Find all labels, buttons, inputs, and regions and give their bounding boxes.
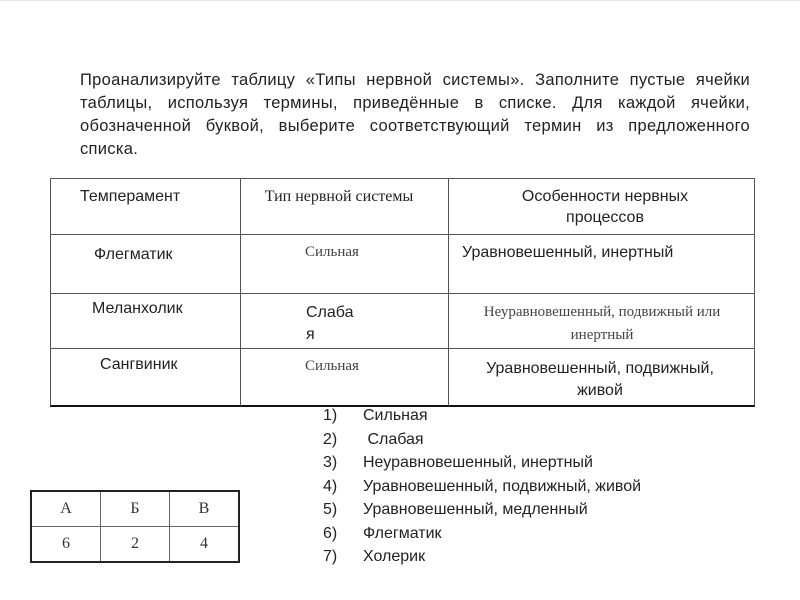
- cell-type-3: Сильная: [305, 358, 359, 374]
- answer-letter: А: [31, 491, 101, 527]
- answer-letters-row: [31, 491, 239, 527]
- cell-type-1: Сильная: [305, 244, 359, 260]
- list-number: 6): [323, 524, 338, 542]
- header-temperament: Темперамент: [80, 188, 181, 205]
- table-divider: [50, 348, 755, 349]
- cell-type-2: Слабая: [306, 304, 354, 343]
- list-item-text: Уравновешенный, подвижный, живой: [363, 477, 642, 495]
- list-item: [323, 545, 641, 569]
- list-number: 2): [323, 430, 338, 448]
- answer-value: 6: [31, 527, 101, 563]
- table-divider: [50, 234, 755, 235]
- nervous-system-table: [50, 178, 755, 406]
- list-item-text: Сильная: [363, 407, 428, 424]
- table-border-right: [754, 178, 755, 406]
- list-item-text: Уравновешенный, медленный: [363, 501, 588, 518]
- answer-values-row: [31, 527, 239, 563]
- answer-value: 2: [101, 527, 170, 563]
- task-instruction: Проанализируйте таблицу «Типы нервной системы». Заполните пустые ячейки таблицы, используя термины, приведённые в списке. Для каждой ячейки, обозначенной буквой, выберите соответствующий термин из предложенного списка.: [80, 70, 750, 158]
- list-item-text: Неуравновешенный, инертный: [363, 454, 593, 471]
- cell-temperament-1: Флегматик: [94, 246, 173, 263]
- header-nervous-process-features: Особенности нервных процессов: [521, 188, 689, 226]
- list-item-text: Холерик: [363, 548, 426, 565]
- cell-features-3: Уравновешенный, подвижный, живой: [486, 360, 714, 399]
- table-divider: [50, 293, 755, 294]
- list-item: [323, 451, 641, 475]
- list-number: 4): [323, 477, 338, 495]
- table-column-divider: [240, 178, 241, 406]
- list-item: [323, 428, 641, 452]
- terms-list: [323, 404, 641, 569]
- list-number: 7): [323, 548, 338, 565]
- answer-letter: В: [170, 491, 240, 527]
- list-item-text: Слабая: [363, 430, 424, 448]
- list-number: 3): [323, 454, 338, 471]
- cell-temperament-3: Сангвиник: [100, 356, 178, 373]
- answer-value: 4: [170, 527, 240, 563]
- answer-letter: Б: [101, 491, 170, 527]
- list-item: [323, 522, 641, 546]
- list-item-text: Флегматик: [363, 524, 442, 542]
- header-nervous-system-type: Тип нервной системы: [264, 188, 414, 205]
- cell-temperament-2: Меланхолик: [92, 300, 183, 317]
- table-border-top: [50, 178, 755, 179]
- answer-table: [30, 490, 240, 563]
- list-item: [323, 404, 641, 428]
- list-number: 5): [323, 501, 338, 518]
- list-number: 1): [323, 407, 338, 424]
- cell-features-1: Уравновешенный, инертный: [462, 244, 674, 261]
- table-column-divider: [448, 178, 449, 406]
- cell-features-2: Неуравновешенный, подвижный или инертный: [483, 304, 721, 343]
- list-item: [323, 498, 641, 522]
- list-item: [323, 475, 641, 499]
- table-border-left: [50, 178, 51, 406]
